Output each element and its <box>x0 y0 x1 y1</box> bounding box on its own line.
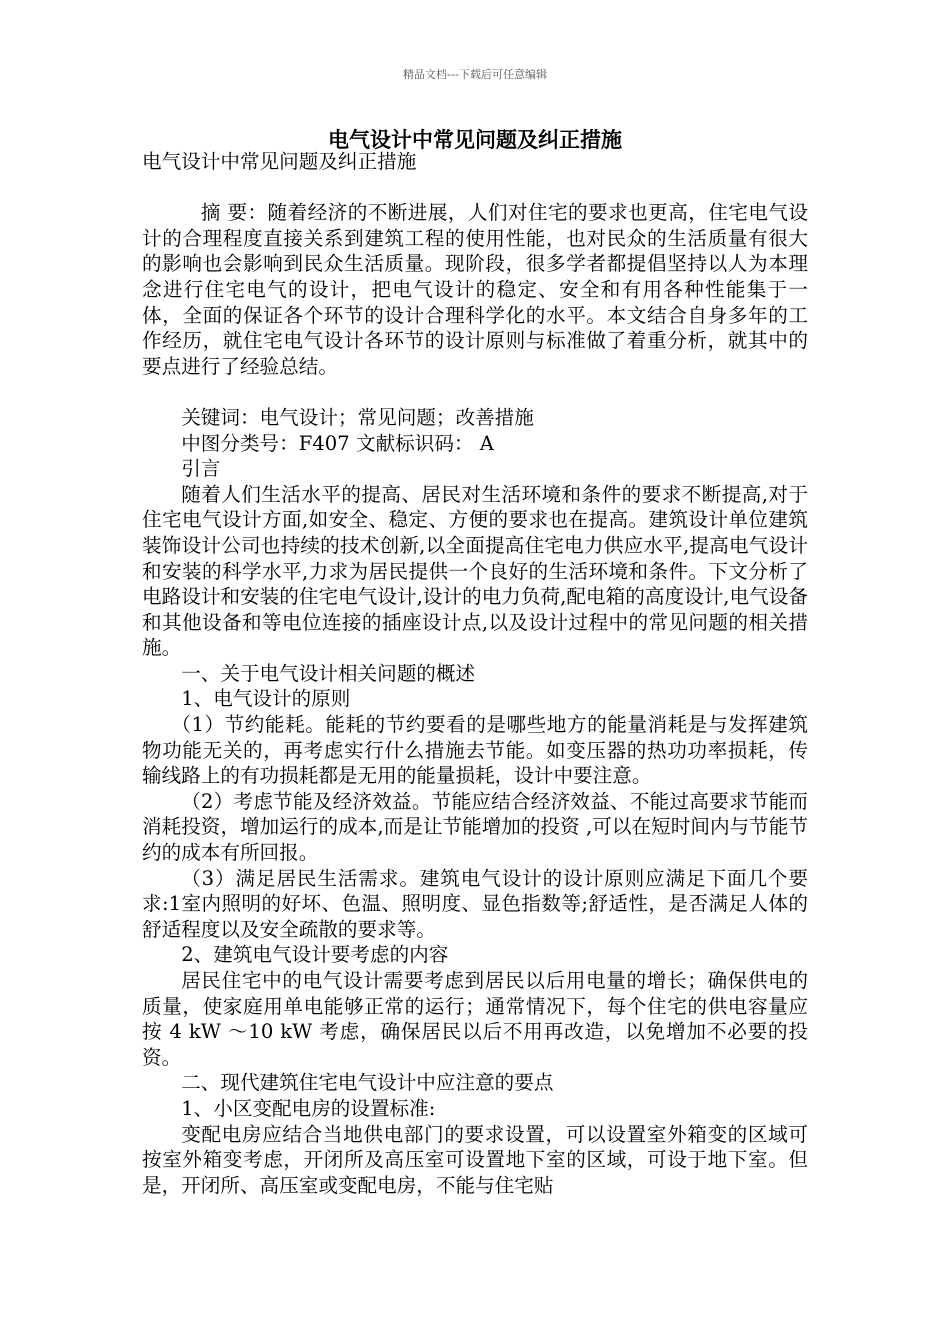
intro-heading: 引言 <box>181 457 221 481</box>
subsection-heading-2-1: 1、小区变配电房的设置标准: <box>181 1096 436 1120</box>
spacer <box>142 175 808 201</box>
intro-paragraph: 随着人们生活水平的提高、居民对生活环境和条件的要求不断提高,对于住宅电气设计方面,如安全、稳定、方便的要求也在提高。建筑设计单位建筑装饰设计公司也持续的技术创新,以全面提高住宅电力供应水平,提高电气设计和安装的科学水平,力求为居民提供一个良好的生活环境和条件。下文分析了电路设计和安装的住宅电气设计,设计的电力负荷,配电箱的高度设计,电气设备和其他设备和等电位连接的插座设计点,以及设计过程中的常见问题的相关措施。 <box>142 482 808 660</box>
document-title: 电气设计中常见问题及纠正措施 <box>328 127 622 152</box>
page-header: 精品文档---下载后可任意编辑 <box>403 68 547 81</box>
substation-paragraph: 变配电房应结合当地供电部门的要求设置，可以设置室外箱变的区域可按室外箱变考虑，开闭所及高压室可设置地下室的区域，可设于地下室。但是，开闭所、高压室或变配电房，不能与住宅贴 <box>142 1122 808 1197</box>
subsection-heading-1-2: 2、建筑电气设计要考虑的内容 <box>181 943 449 967</box>
section-heading-1: 一、关于电气设计相关问题的概述 <box>181 661 476 685</box>
document-body <box>142 149 808 1198</box>
principle-paragraph-3: （3）满足居民生活需求。建筑电气设计的设计原则应满足下面几个要求:1室内照明的好坏、色温、照明度、显色指数等;舒适性，是否满足人体的舒适程度以及安全疏散的要求等。 <box>142 866 808 941</box>
spacer <box>142 379 808 405</box>
content-paragraph: 居民住宅中的电气设计需要考虑到居民以后用电量的增长；确保供电的质量，使家庭用单电能够正常的运行；通常情况下，每个住宅的供电容量应按 4 kW ～10 kW 考虑，确保居民以后不用再改造，以免增加不必要的投资。 <box>142 969 808 1069</box>
subsection-heading-1-1: 1、电气设计的原则 <box>181 687 351 711</box>
principle-paragraph-2: （2）考虑节能及经济效益。节能应结合经济效益、不能过高要求节能而消耗投资，增加运行的成本,而是让节能增加的投资 ,可以在短时间内与节能节约的成本有所回报。 <box>142 789 808 865</box>
abstract-paragraph: 摘 要：随着经济的不断进展，人们对住宅的要求也更高，住宅电气设计的合理程度直接关系到建筑工程的使用性能，也对民众的生活质量有很大的影响也会影响到民众生活质量。现阶段，很多学者都提倡坚持以人为本理念进行住宅电气的设计，把电气设计的稳定、安全和有用各种性能集于一体，全面的保证各个环节的设计合理科学化的水平。本文结合自身多年的工作经历，就住宅电气设计各环节的设计原则与标准做了着重分析，就其中的要点进行了经验总结。 <box>142 201 808 378</box>
principle-paragraph-1: （1）节约能耗。能耗的节约要看的是哪些地方的能量消耗是与发挥建筑物功能无关的，再考虑实行什么措施去节能。如变压器的热功功率损耗，传输线路上的有功损耗都是无用的能量损耗，设计中要注意。 <box>142 713 808 788</box>
document-subtitle: 电气设计中常见问题及纠正措施 <box>142 150 417 173</box>
classification-line: 中图分类号：F407 文献标识码： A <box>181 431 494 455</box>
section-heading-2: 二、现代建筑住宅电气设计中应注意的要点 <box>181 1071 554 1095</box>
keywords-line: 关键词：电气设计；常见问题；改善措施 <box>181 405 534 429</box>
